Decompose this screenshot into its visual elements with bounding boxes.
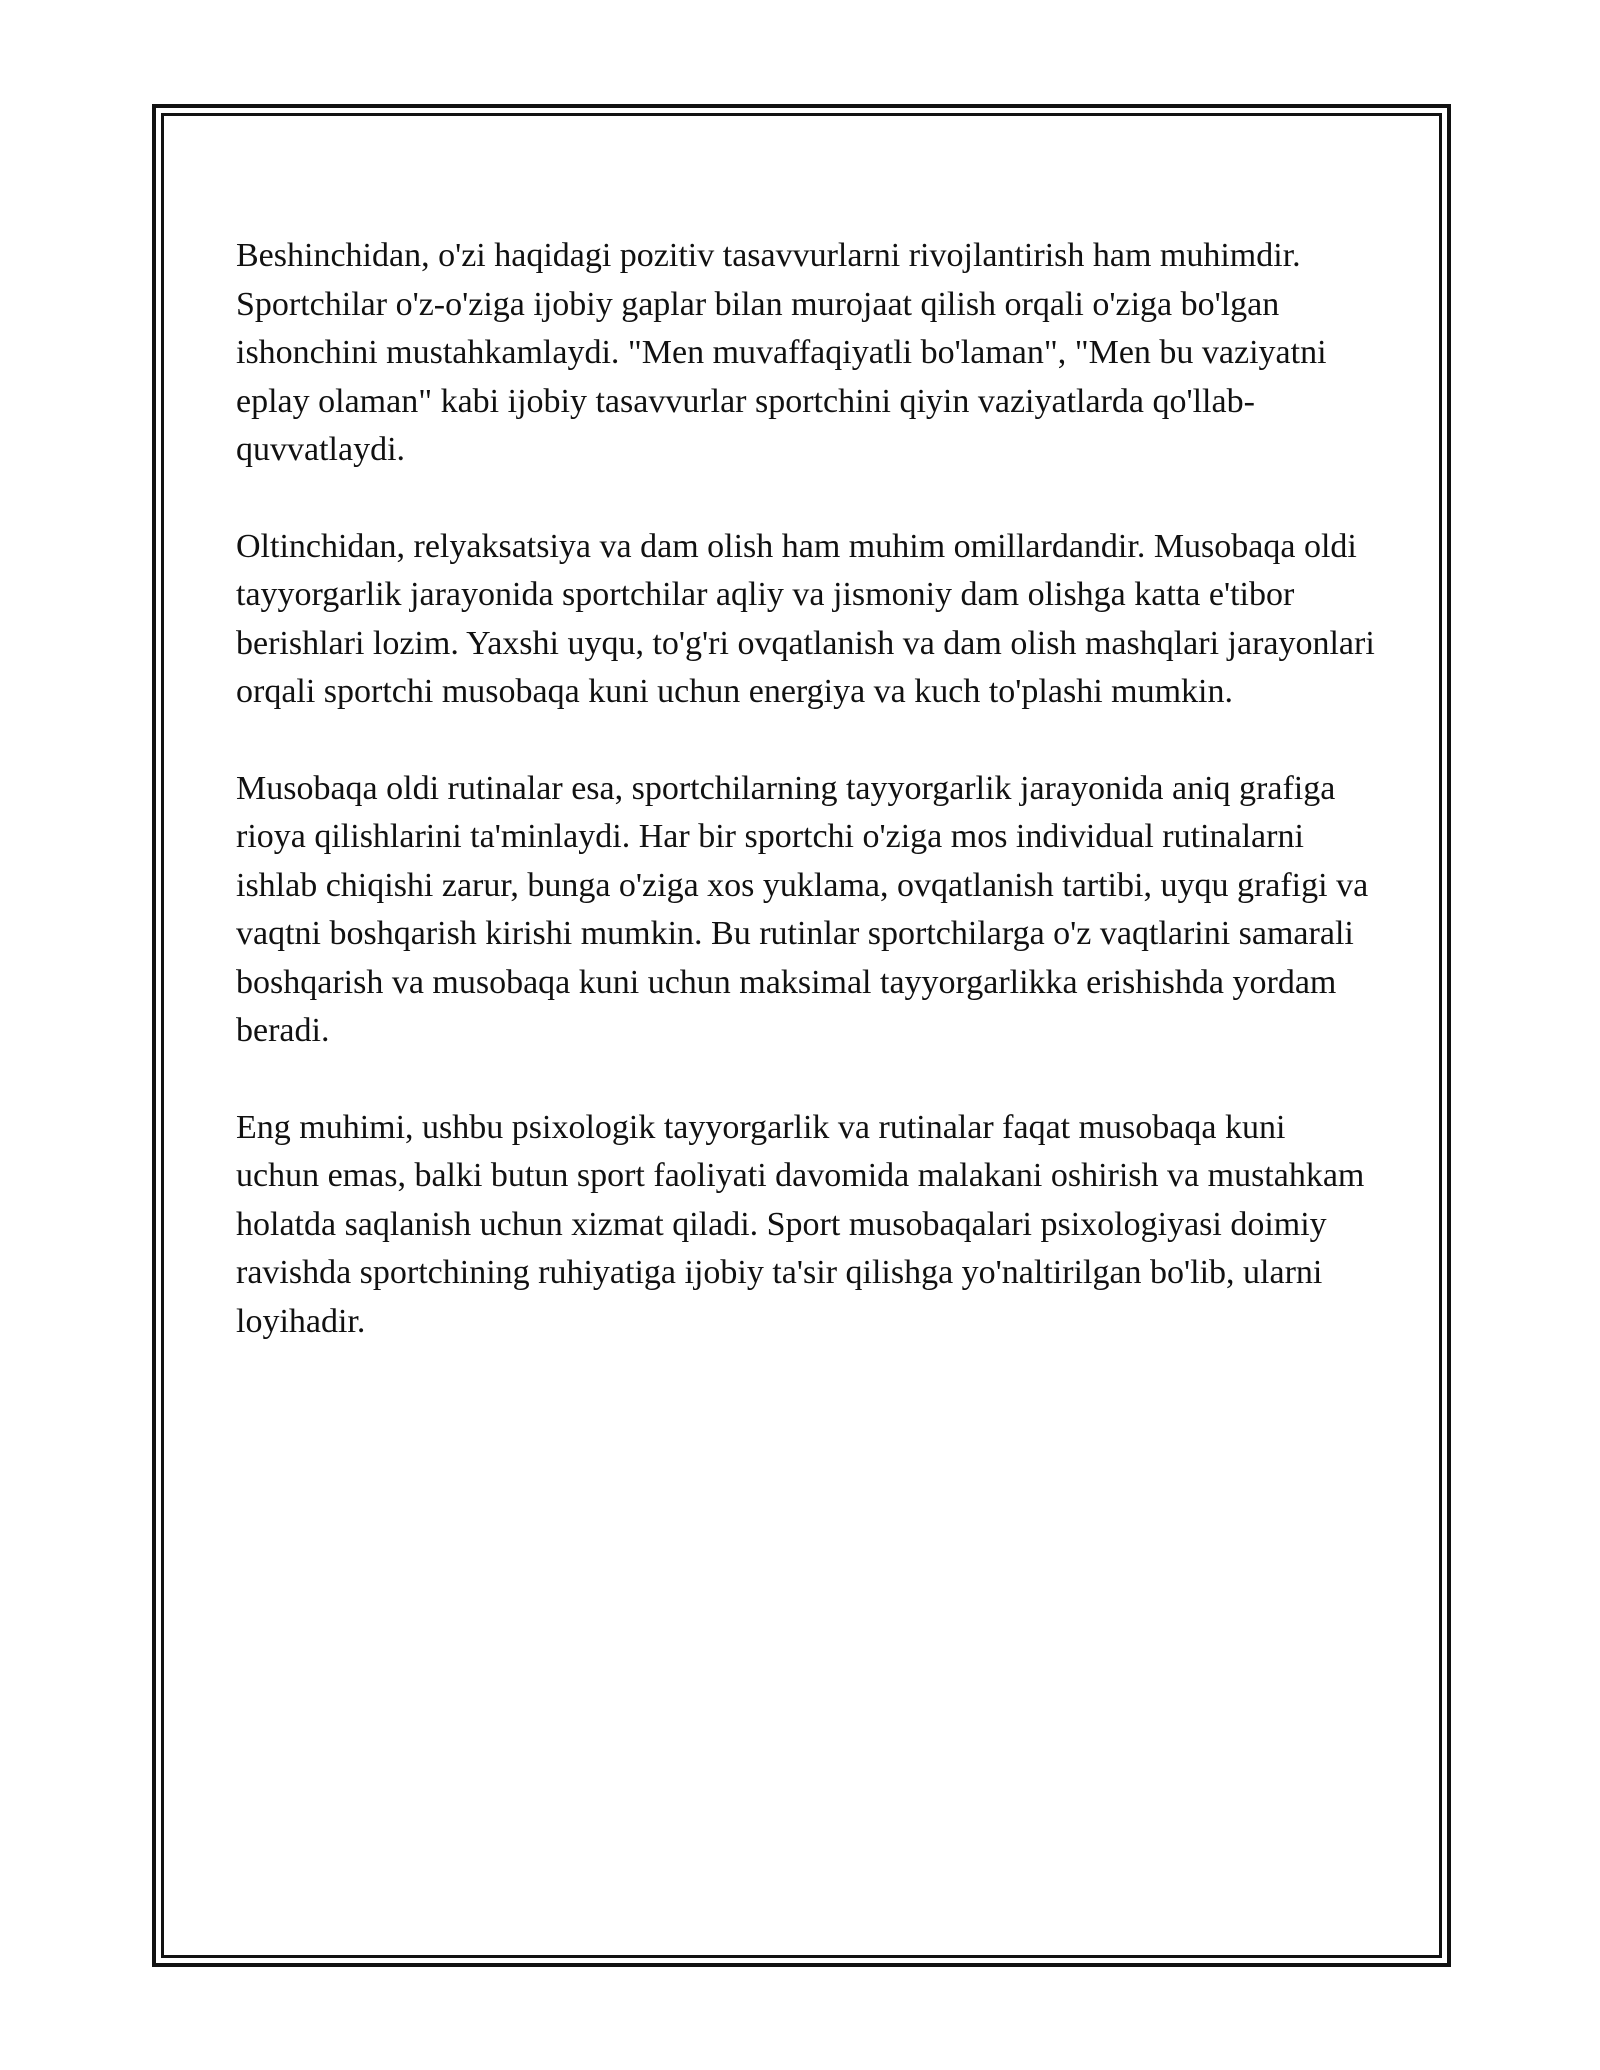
paragraph-1: Beshinchidan, o'zi haqidagi pozitiv tasavvurlarni rivojlantirish ham muhimdir. Sportchilar o'z-o'ziga ijobiy gaplar bilan murojaat qilish orqali o'ziga bo'lgan ishonchini mustahkamlaydi. "Men muvaffaqiyatli bo'laman", "Men bu vaziyatni eplay olaman" kabi ijobiy tasavvurlar sportchini qiyin vaziyatlarda qo'llab-quvvatlaydi. xyxy=(236,237,1327,468)
paragraph-2: Oltinchidan, relyaksatsiya va dam olish ham muhim omillardandir. Musobaqa oldi tayyorgarlik jarayonida sportchilar aqliy va jismoniy dam olishga katta e'tibor berishlari lozim. Yaxshi uyqu, to'g'ri ovqatlanish va dam olish mashqlari jarayonlari orqali sportchi musobaqa kuni uchun energiya va kuch to'plashi mumkin. xyxy=(236,527,1375,710)
paragraph-3: Musobaqa oldi rutinalar esa, sportchilarning tayyorgarlik jarayonida aniq grafiga rioya qilishlarini ta'minlaydi. Har bir sportchi o'ziga mos individual rutinalarni ishlab chiqishi zarur, bunga o'ziga xos yuklama, ovqatlanish tartibi, uyqu grafigi va vaqtni boshqarish kirishi mumkin. Bu rutinlar sportchilarga o'z vaqtlarini samarali boshqarish va musobaqa kuni uchun maksimal tayyorgarlikka erishishda yordam beradi. xyxy=(236,769,1369,1049)
document-body xyxy=(236,232,1376,1394)
paragraph-4: Eng muhimi, ushbu psixologik tayyorgarlik va rutinalar faqat musobaqa kuni uchun emas, balki butun sport faoliyati davomida malakani oshirish va mustahkam holatda saqlanish uchun xizmat qiladi. Sport musobaqalari psixologiyasi doimiy ravishda sportchining ruhiyatiga ijobiy ta'sir qilishga yo'naltirilgan bo'lib, ularni loyihadir. xyxy=(236,1108,1365,1340)
